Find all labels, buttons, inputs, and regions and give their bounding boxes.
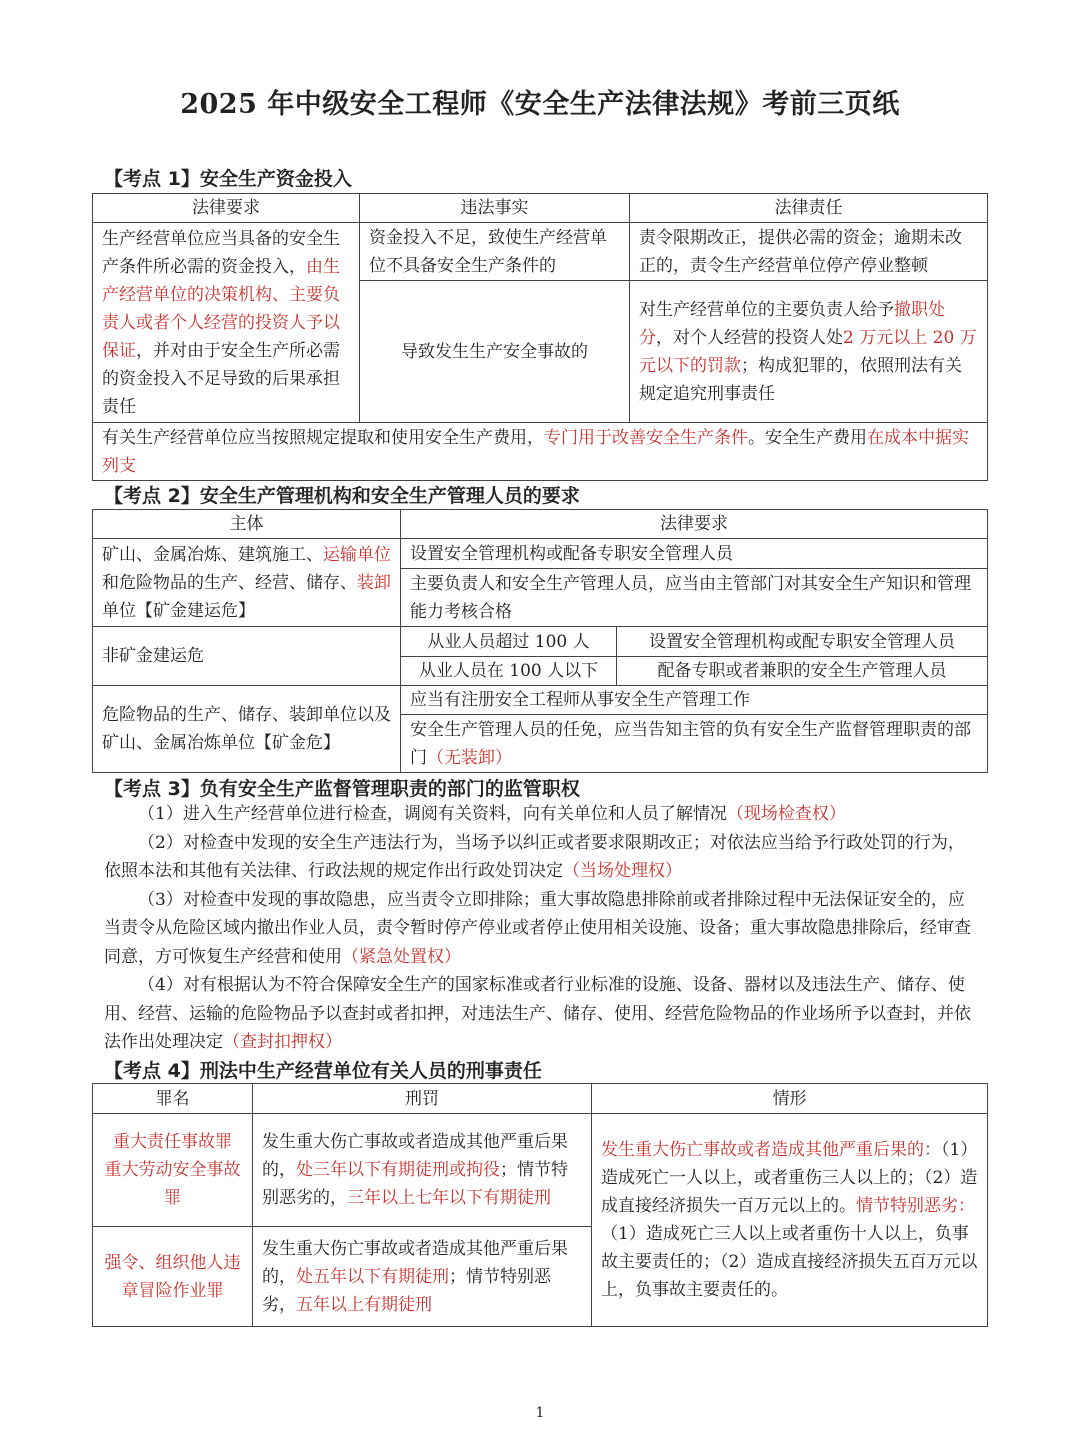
requirement-cell: 设置安全管理机构或配备专职安全管理人员 [401,539,988,569]
subject-cell: 危险物品的生产、储存、装卸单位以及矿山、金属冶炼单位【矿金危】 [93,686,401,773]
col-header-violation: 违法事实 [360,194,630,223]
condition-cell: 从业人员超过 100 人 [401,627,617,657]
power-item: （1）进入生产经营单位进行检查，调阅有关资料，向有关单位和人员了解情况（现场检查权） [138,804,846,824]
requirement-cell: 应当有注册安全工程师从事安全生产管理工作 [401,686,988,715]
requirement-cell: 主要负责人和安全生产管理人员，应当由主管部门对其安全生产知识和管理能力考核合格 [401,569,988,627]
penalty-cell: 发生重大伤亡事故或者造成其他严重后果的，处五年以下有期徒刑；情节特别恶劣，五年以上有期徒刑 [253,1227,592,1327]
penalty-cell: 发生重大伤亡事故或者造成其他严重后果的，处三年以下有期徒刑或拘役；情节特别恶劣的，三年以上七年以下有期徒刑 [253,1114,592,1227]
condition-cell: 从业人员在 100 人以下 [401,657,617,686]
page-number: 1 [535,1405,545,1421]
crime-name-cell: 强令、组织他人违章冒险作业罪 [93,1227,253,1327]
page-title: 2025 年中级安全工程师《安全生产法律法规》考前三页纸 [180,89,900,120]
col-header-subject: 主体 [93,510,401,539]
col-header-penalty: 刑罚 [253,1084,592,1114]
section-1-heading: 【考点 1】安全生产资金投入 [104,168,352,190]
violation-cell: 导致发生生产安全事故的 [360,281,630,423]
liability-cell: 对生产经营单位的主要负责人给予撤职处分，对个人经营的投资人处2 万元以上 20 万元以下的罚款；构成犯罪的，依照刑法有关规定追究刑事责任 [630,281,988,423]
crime-name-cell: 重大责任事故罪 重大劳动安全事故罪 [93,1114,253,1227]
safety-fee-note: 有关生产经营单位应当按照规定提取和使用安全生产费用，专门用于改善安全生产条件。安全生产费用在成本中据实列支 [93,423,988,481]
col-header-legal-req: 法律要求 [93,194,360,223]
subject-cell: 非矿金建运危 [93,627,401,686]
section-3-heading: 【考点 3】负有安全生产监督管理职责的部门的监管职权 [104,778,580,800]
subject-cell: 矿山、金属冶炼、建筑施工、运输单位和危险物品的生产、经营、储存、装卸单位【矿金建运危】 [93,539,401,627]
section-2-heading: 【考点 2】安全生产管理机构和安全生产管理人员的要求 [104,485,580,507]
power-item: （3）对检查中发现的事故隐患，应当责令立即排除；重大事故隐患排除前或者排除过程中无法保证安全的，应当责令从危险区域内撤出作业人员，责令暂时停产停业或者停止使用相关设施、设备；重大事故隐患排除后，经审查同意，方可恢复生产经营和使用（紧急处置权） [104,889,971,967]
liability-cell: 责令限期改正，提供必需的资金；逾期未改正的，责令生产经营单位停产停业整顿 [630,223,988,281]
supervision-powers [104,800,980,1057]
legal-requirement-cell: 生产经营单位应当具备的安全生产条件所必需的资金投入，由生产经营单位的决策机构、主要负责人或者个人经营的投资人予以保证，并对由于安全生产所必需的资金投入不足导致的后果承担责任 [93,223,360,423]
fund-input-table [92,193,988,481]
section-4-heading: 【考点 4】刑法中生产经营单位有关人员的刑事责任 [104,1060,542,1082]
col-header-crime: 罪名 [93,1084,253,1114]
requirement-cell: 设置安全管理机构或配专职安全管理人员 [617,627,988,657]
safety-mgmt-table [92,509,988,773]
power-item: （2）对检查中发现的安全生产违法行为，当场予以纠正或者要求限期改正；对依法应当给予行政处罚的行为，依照本法和其他有关法律、行政法规的规定作出行政处罚决定（当场处理权） [104,832,965,881]
violation-cell: 资金投入不足，致使生产经营单位不具备安全生产条件的 [360,223,630,281]
situation-cell: 发生重大伤亡事故或者造成其他严重后果的：（1）造成死亡一人以上，或者重伤三人以上的；（2）造成直接经济损失一百万元以上的。情节特别恶劣：（1）造成死亡三人以上或者重伤十人以上，负事故主要责任的；（2）造成直接经济损失五百万元以上，负事故主要责任的。 [592,1114,988,1327]
power-item: （4）对有根据认为不符合保障安全生产的国家标准或者行业标准的设施、设备、器材以及违法生产、储存、使用、经营、运输的危险物品予以查封或者扣押，对违法生产、储存、使用、经营危险物品的作业场所予以查封，并依法作出处理决定（查封扣押权） [104,975,971,1052]
criminal-liability-table [92,1083,988,1327]
requirement-cell: 安全生产管理人员的任免，应当告知主管的负有安全生产监督管理职责的部门（无装卸） [401,715,988,773]
col-header-legal-req: 法律要求 [401,510,988,539]
col-header-situation: 情形 [592,1084,988,1114]
requirement-cell: 配备专职或者兼职的安全生产管理人员 [617,657,988,686]
col-header-liability: 法律责任 [630,194,988,223]
